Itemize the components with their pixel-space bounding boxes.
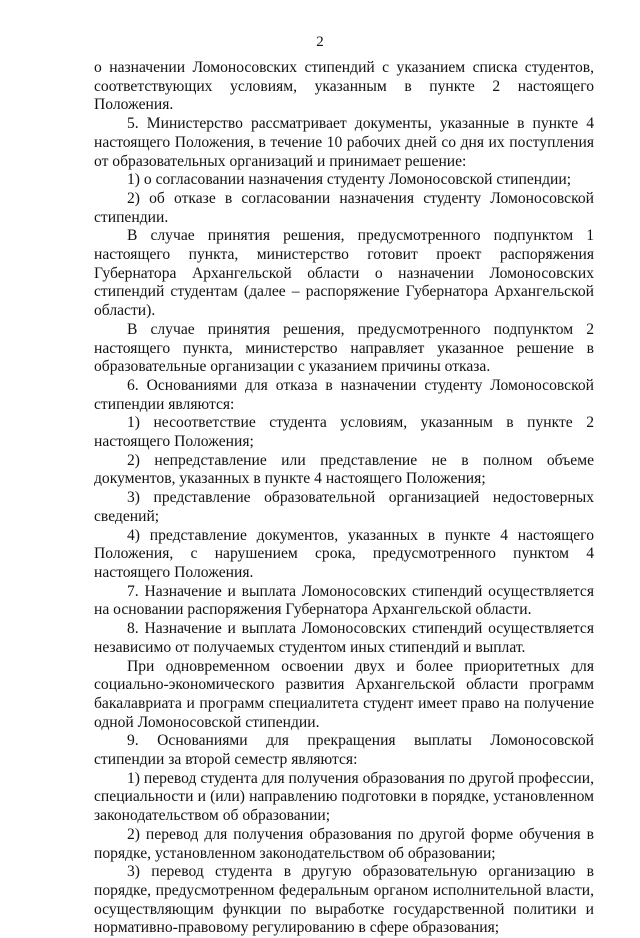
paragraph-continuation: о назначении Ломоносовских стипендий с указанием списка студентов, соответствующих условиям, указанным в пункте 2 настоящего Положения. bbox=[94, 59, 594, 114]
paragraph-item-9: 9. Основаниями для прекращения выплаты Ломоносовской стипендии за второй семестр являются: bbox=[94, 732, 594, 769]
paragraph-item-7: 7. Назначение и выплата Ломоносовских стипендий осуществляется на основании распоряжения Губернатора Архангельской области. bbox=[94, 582, 594, 619]
paragraph: В случае принятия решения, предусмотренного подпунктом 2 настоящего пункта, министерство направляет указанное решение в образовательные организации с указанием причины отказа. bbox=[94, 320, 594, 376]
paragraph: При одновременном освоении двух и более приоритетных для социально-экономического развития Архангельской области программ бакалавриата и программ специалитета студент имеет право на получение одной Ломоносовской стипендии. bbox=[94, 657, 594, 731]
paragraph-subitem: 1) о согласовании назначения студенту Ломоносовской стипендии; bbox=[127, 171, 572, 189]
paragraph-subitem: 1) несоответствие студента условиям, указанным в пункте 2 настоящего Положения; bbox=[94, 414, 594, 451]
paragraph-subitem: 3) представление образовательной организацией недостоверных сведений; bbox=[94, 489, 594, 525]
paragraph-item-5: 5. Министерство рассматривает документы, указанные в пункте 4 настоящего Положения, в течение 10 рабочих дней со дня их поступления от образовательных организаций и принимает решение: bbox=[94, 115, 594, 170]
page-number: 2 bbox=[316, 34, 324, 50]
paragraph-subitem: 2) об отказе в согласовании назначения студенту Ломоносовской стипендии. bbox=[94, 189, 594, 226]
paragraph-item-6: 6. Основаниями для отказа в назначении студенту Ломоносовской стипендии являются: bbox=[94, 376, 594, 413]
paragraph-subitem: 2) непредставление или представление не в полном объеме документов, указанных в пункте 4 настоящего Положения; bbox=[94, 451, 594, 488]
paragraph-subitem: 1) перевод студента для получения образования по другой профессии, специальности и (или) направлению подготовки в порядке, установленном законодательством об образовании; bbox=[94, 769, 594, 825]
document-body bbox=[94, 59, 594, 938]
paragraph-subitem: 2) перевод для получения образования по другой форме обучения в порядке, установленном законодательством об образовании; bbox=[94, 825, 594, 862]
paragraph: В случае принятия решения, предусмотренного подпунктом 1 настоящего пункта, министерство готовит проект распоряжения Губернатора Архангельской области о назначении Ломоносовских стипендий студентам (далее – распоряжение Губернатора Архангельской области). bbox=[94, 227, 594, 320]
paragraph-item-8: 8. Назначение и выплата Ломоносовских стипендий осуществляется независимо от получаемых студентом иных стипендий и выплат. bbox=[94, 620, 594, 656]
paragraph-subitem: 4) представление документов, указанных в пункте 4 настоящего Положения, с нарушением срока, предусмотренного пунктом 4 настоящего Положения. bbox=[94, 526, 594, 581]
paragraph-subitem: 3) перевод студента в другую образовательную организацию в порядке, предусмотренном федеральным органом исполнительной власти, осуществляющим функции по выработке государственной политики и нормативно-правовому регулированию в сфере образования; bbox=[94, 863, 594, 937]
